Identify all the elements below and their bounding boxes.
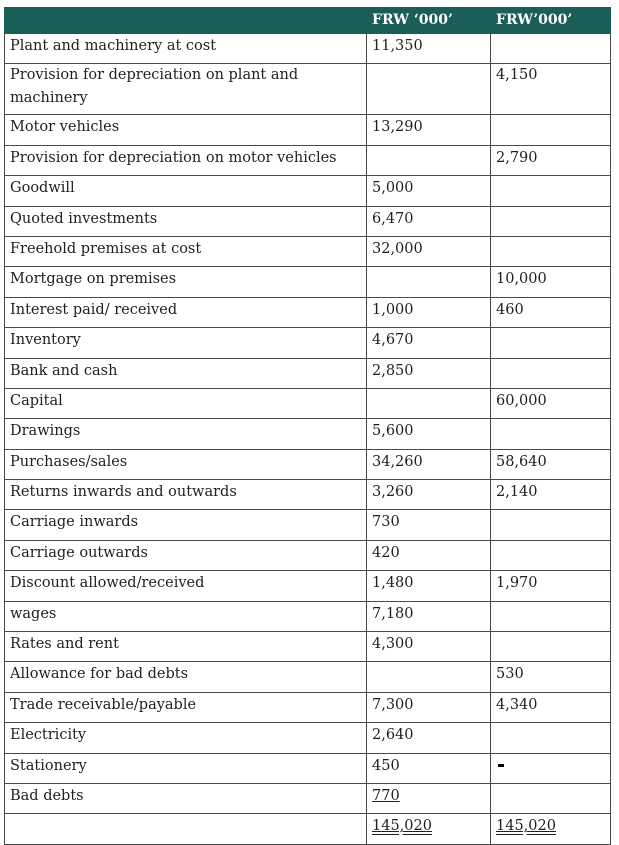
account-label: Freehold premises at cost <box>5 236 367 266</box>
debit-amount: 6,470 <box>367 206 491 236</box>
account-label: Inventory <box>5 328 367 358</box>
credit-amount: 2,790 <box>491 145 611 175</box>
debit-amount <box>367 388 491 418</box>
table-row <box>5 236 611 266</box>
account-label: Stationery <box>5 753 367 783</box>
debit-amount: 3,260 <box>367 480 491 510</box>
total-credit: 145,020 <box>491 814 611 844</box>
account-label: Carriage inwards <box>5 510 367 540</box>
header-credit: FRW’000’ <box>491 8 611 34</box>
account-label: Carriage outwards <box>5 540 367 570</box>
debit-amount: 420 <box>367 540 491 570</box>
credit-amount <box>491 783 611 813</box>
table-row <box>5 267 611 297</box>
credit-amount <box>491 419 611 449</box>
account-label: Motor vehicles <box>5 115 367 145</box>
credit-amount <box>491 540 611 570</box>
table-row <box>5 692 611 722</box>
credit-amount <box>491 723 611 753</box>
debit-amount: 4,300 <box>367 632 491 662</box>
debit-amount: 32,000 <box>367 236 491 266</box>
account-label: Trade receivable/payable <box>5 692 367 722</box>
debit-amount: 5,600 <box>367 419 491 449</box>
credit-amount <box>491 236 611 266</box>
table-row <box>5 753 611 783</box>
table-row <box>5 388 611 418</box>
table-row <box>5 540 611 570</box>
table-row <box>5 64 611 115</box>
table-row <box>5 34 611 64</box>
account-label: Capital <box>5 388 367 418</box>
trial-balance-table <box>4 7 611 845</box>
table-row <box>5 601 611 631</box>
debit-amount: 7,180 <box>367 601 491 631</box>
table-row <box>5 145 611 175</box>
credit-amount <box>491 753 611 783</box>
header-debit: FRW ‘000’ <box>367 8 491 34</box>
account-label: Drawings <box>5 419 367 449</box>
account-label: Goodwill <box>5 176 367 206</box>
table-row <box>5 480 611 510</box>
table-row <box>5 783 611 813</box>
credit-amount <box>491 176 611 206</box>
debit-amount: 13,290 <box>367 115 491 145</box>
credit-amount: 58,640 <box>491 449 611 479</box>
account-label: Rates and rent <box>5 632 367 662</box>
credit-amount: 1,970 <box>491 571 611 601</box>
account-label: Provision for depreciation on motor vehicles <box>5 145 367 175</box>
account-label: Purchases/sales <box>5 449 367 479</box>
account-label: Discount allowed/received <box>5 571 367 601</box>
account-label: Electricity <box>5 723 367 753</box>
debit-amount: 1,000 <box>367 297 491 327</box>
account-label: Mortgage on premises <box>5 267 367 297</box>
account-label: wages <box>5 601 367 631</box>
table-row <box>5 571 611 601</box>
total-debit: 145,020 <box>367 814 491 844</box>
trial-balance <box>4 7 611 845</box>
credit-amount <box>491 510 611 540</box>
credit-amount: 4,340 <box>491 692 611 722</box>
debit-amount: 1,480 <box>367 571 491 601</box>
debit-amount: 450 <box>367 753 491 783</box>
totals-row <box>5 814 611 844</box>
debit-amount: 2,640 <box>367 723 491 753</box>
credit-amount: 60,000 <box>491 388 611 418</box>
account-label: Returns inwards and outwards <box>5 480 367 510</box>
debit-amount: 11,350 <box>367 34 491 64</box>
dash-mark <box>498 764 504 767</box>
debit-amount <box>367 145 491 175</box>
debit-amount: 34,260 <box>367 449 491 479</box>
table-row <box>5 328 611 358</box>
account-label: Plant and machinery at cost <box>5 34 367 64</box>
credit-amount: 460 <box>491 297 611 327</box>
account-label: Interest paid/ received <box>5 297 367 327</box>
debit-amount: 730 <box>367 510 491 540</box>
account-label: Provision for depreciation on plant and machinery <box>5 64 367 115</box>
account-label: Allowance for bad debts <box>5 662 367 692</box>
credit-amount <box>491 115 611 145</box>
credit-amount: 2,140 <box>491 480 611 510</box>
debit-amount: 2,850 <box>367 358 491 388</box>
debit-amount: 770 <box>367 783 491 813</box>
table-row <box>5 419 611 449</box>
table-row <box>5 358 611 388</box>
table-row <box>5 176 611 206</box>
table-row <box>5 723 611 753</box>
account-label: Bad debts <box>5 783 367 813</box>
credit-amount <box>491 632 611 662</box>
debit-amount: 4,670 <box>367 328 491 358</box>
table-row <box>5 449 611 479</box>
debit-amount: 5,000 <box>367 176 491 206</box>
credit-amount <box>491 328 611 358</box>
table-row <box>5 632 611 662</box>
header-row <box>5 8 611 34</box>
credit-amount: 530 <box>491 662 611 692</box>
account-label: Quoted investments <box>5 206 367 236</box>
debit-amount <box>367 267 491 297</box>
debit-amount <box>367 662 491 692</box>
credit-amount: 10,000 <box>491 267 611 297</box>
credit-amount <box>491 206 611 236</box>
credit-amount <box>491 601 611 631</box>
table-row <box>5 206 611 236</box>
debit-amount <box>367 64 491 115</box>
table-row <box>5 115 611 145</box>
table-row <box>5 662 611 692</box>
credit-amount <box>491 358 611 388</box>
table-row <box>5 510 611 540</box>
header-account <box>5 8 367 34</box>
account-label: Bank and cash <box>5 358 367 388</box>
credit-amount <box>491 34 611 64</box>
totals-label <box>5 814 367 844</box>
table-row <box>5 297 611 327</box>
debit-amount: 7,300 <box>367 692 491 722</box>
credit-amount: 4,150 <box>491 64 611 115</box>
